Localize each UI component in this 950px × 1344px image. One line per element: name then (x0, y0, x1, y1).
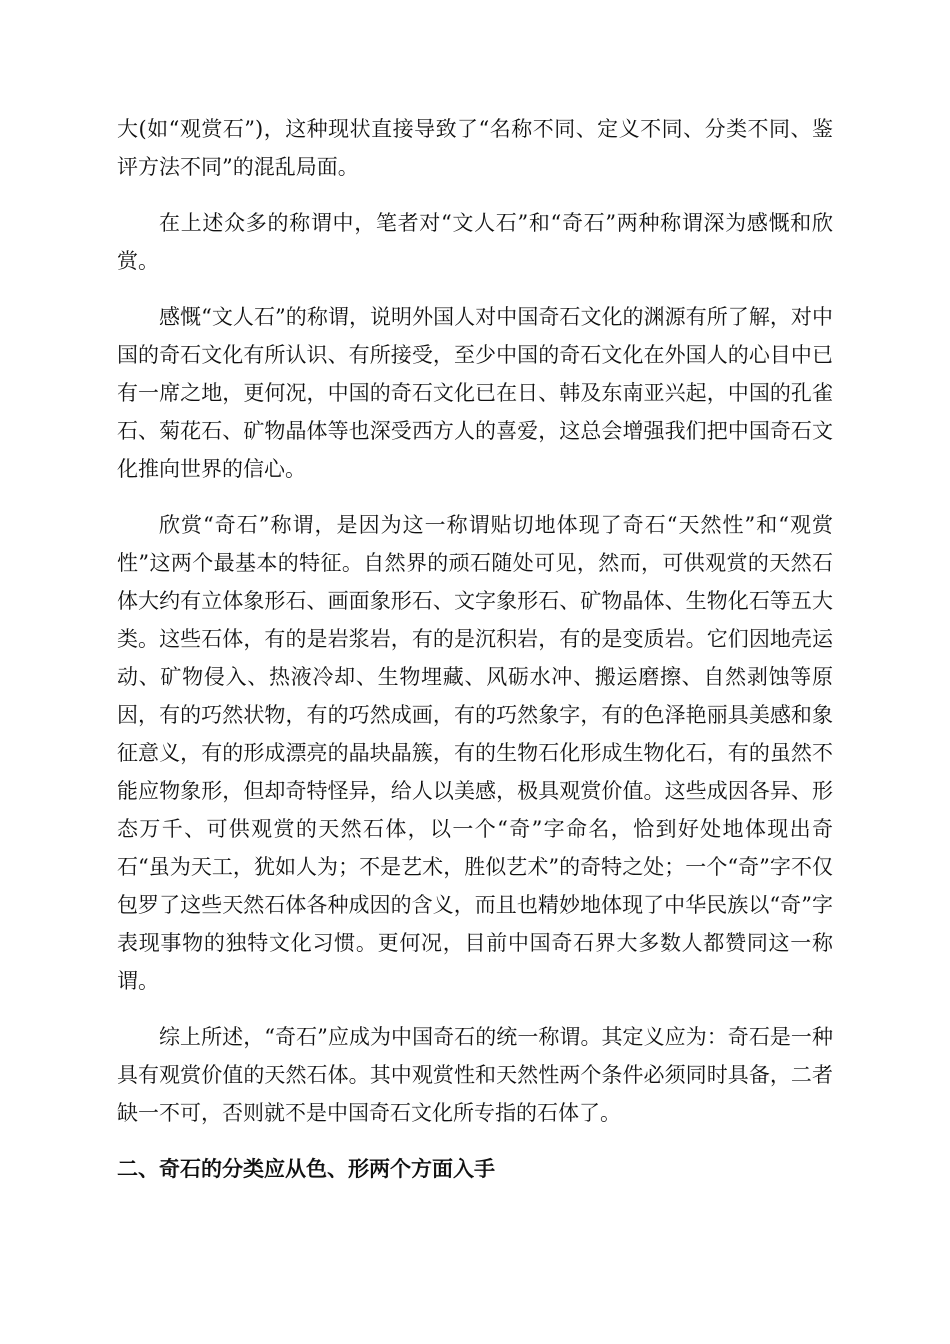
paragraph-literati-stone: 感慨“文人石”的称谓，说明外国人对中国奇石文化的渊源有所了解，对中国的奇石文化有所认识、有所接受，至少中国的奇石文化在外国人的心目中已有一席之地，更何况，中国的奇石文化已在日、韩及东南亚兴起，中国的孔雀石、菊花石、矿物晶体等也深受西方人的喜爱，这总会增强我们把中国奇石文化推向世界的信心。 (117, 305, 833, 481)
section-heading: 二、奇石的分类应从色、形两个方面入手 (117, 1157, 495, 1181)
paragraph-appellation-preference: 在上述众多的称谓中，笔者对“文人石”和“奇石”两种称谓深为感慨和欣赏。 (117, 211, 833, 273)
paragraph-summary-definition: 综上所述，“奇石”应成为中国奇石的统一称谓。其定义应为：奇石是一种具有观赏价值的天然石体。其中观赏性和天然性两个条件必须同时具备，二者缺一不可，否则就不是中国奇石文化所专指的石体了。 (117, 1025, 833, 1125)
paragraph-continuation: 大(如“观赏石”)，这种现状直接导致了“名称不同、定义不同、分类不同、鉴评方法不同”的混乱局面。 (117, 117, 833, 179)
document-body (117, 110, 833, 1188)
paragraph-qishi-appreciation: 欣赏“奇石”称谓，是因为这一称谓贴切地体现了奇石“天然性”和“观赏性”这两个最基本的特征。自然界的顽石随处可见，然而，可供观赏的天然石体大约有立体象形石、画面象形石、文字象形石、矿物晶体、生物化石等五大类。这些石体，有的是岩浆岩，有的是沉积岩，有的是变质岩。它们因地壳运动、矿物侵入、热液冷却、生物埋藏、风砺水冲、搬运磨擦、自然剥蚀等原因，有的巧然状物，有的巧然成画，有的巧然象字，有的色泽艳丽具美感和象征意义，有的形成漂亮的晶块晶簇，有的生物石化形成生物化石，有的虽然不能应物象形，但却奇特怪异，给人以美感，极具观赏价值。这些成因各异、形态万千、可供观赏的天然石体，以一个“奇”字命名，恰到好处地体现出奇石“虽为天工，犹如人为；不是艺术，胜似艺术”的奇特之处；一个“奇”字不仅包罗了这些天然石体各种成因的含义，而且也精妙地体现了中华民族以“奇”字表现事物的独特文化习惯。更何况，目前中国奇石界大多数人都赞同这一称谓。 (117, 513, 833, 993)
